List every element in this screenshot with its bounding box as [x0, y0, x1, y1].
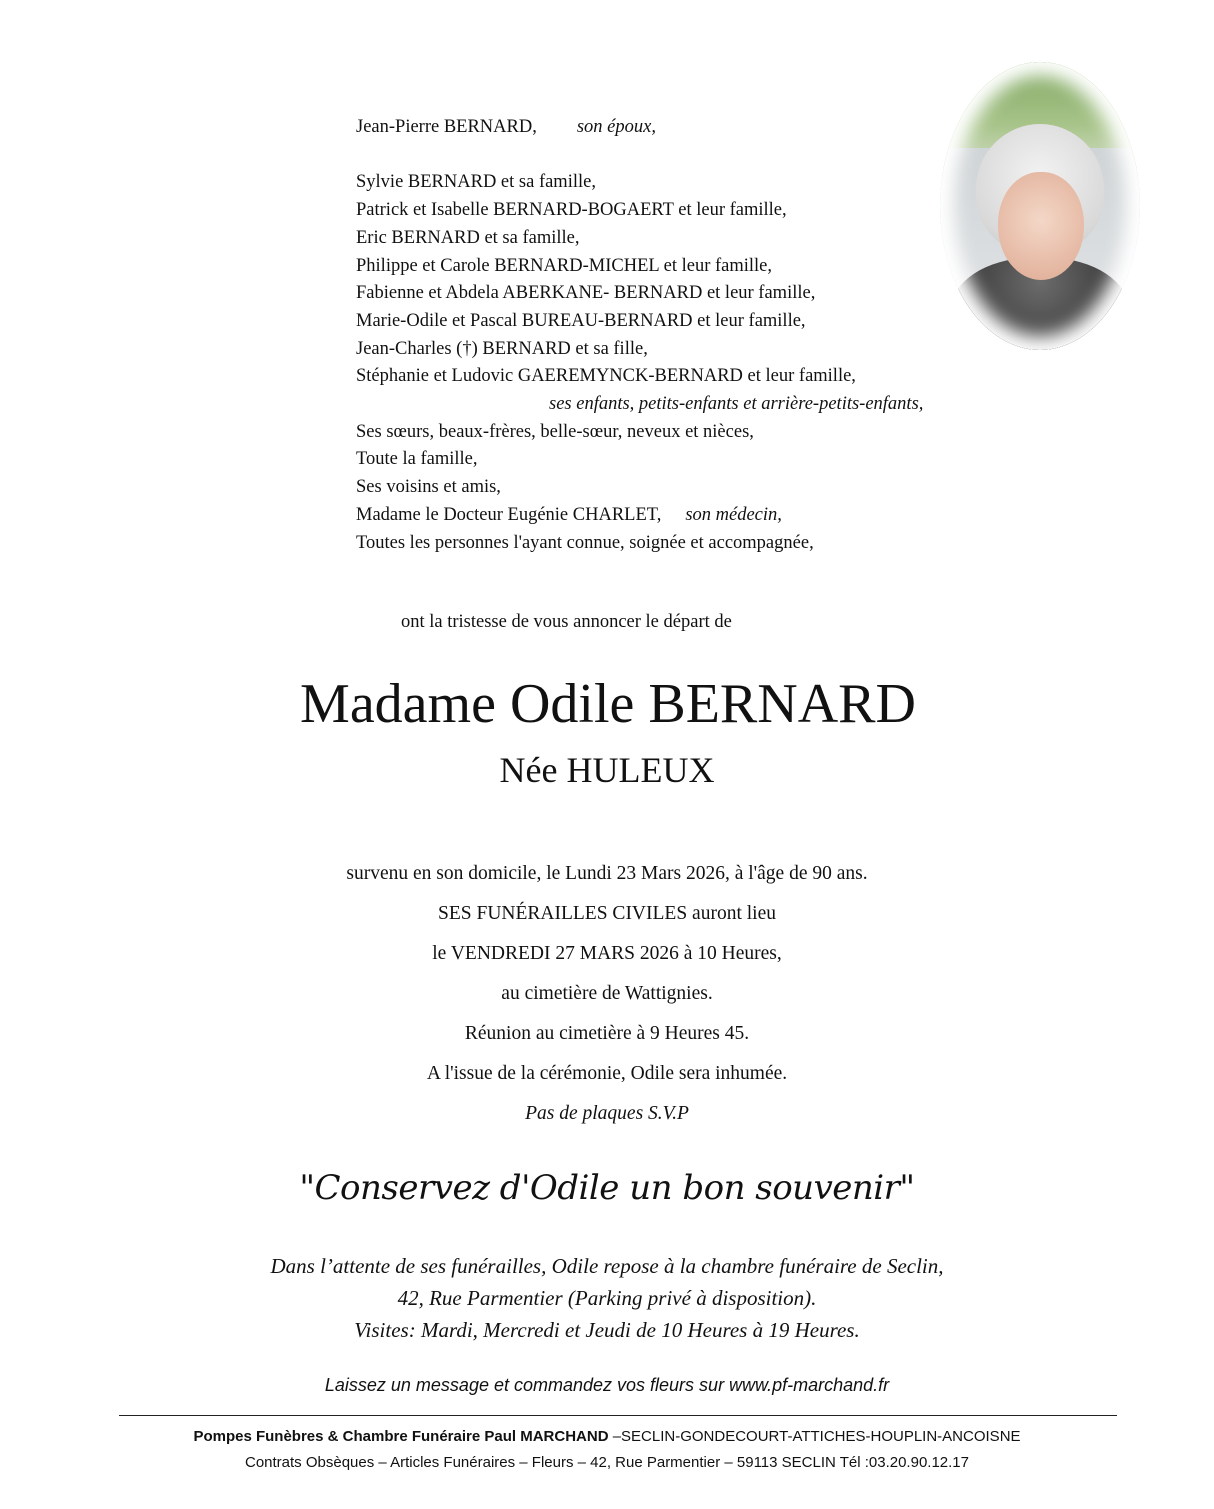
doctor-name: Madame le Docteur Eugénie CHARLET, [356, 504, 662, 525]
footer-divider [119, 1415, 1117, 1416]
maiden-name: Née HULEUX [499, 750, 715, 790]
child-line: Philippe et Carole BERNARD-MICHEL et leur famille, [356, 255, 772, 276]
footer [0, 1424, 1214, 1476]
relatives-line: Toute la famille, [356, 449, 478, 470]
child-line: Patrick et Isabelle BERNARD-BOGAERT et leur famille, [356, 200, 787, 221]
repose-line: Visites: Mardi, Mercredi et Jeudi de 10 Heures à 19 Heures. [354, 1318, 860, 1342]
date-line: le VENDREDI 27 MARS 2026 à 10 Heures, [432, 943, 782, 964]
footer-line-2: Contrats Obsèques – Articles Funéraires – Fleurs – 42, Rue Parmentier – 59113 SECLIN Tél :03.20.90.12.17 [244, 1454, 969, 1471]
relatives-line: Ses sœurs, beaux-frères, belle-sœur, neveux et nièces, [356, 421, 754, 442]
deceased-name: Madame Odile BERNARD [300, 673, 916, 735]
family-list [356, 114, 923, 557]
footer-line-1 [0, 1424, 1214, 1450]
closing-line: Toutes les personnes l'ayant connue, soignée et accompagnée, [356, 532, 814, 553]
child-line: Marie-Odile et Pascal BUREAU-BERNARD et leur famille, [356, 310, 806, 331]
company-name: Pompes Funèbres & Chambre Funéraire Paul MARCHAND [193, 1428, 609, 1445]
repose-line: 42, Rue Parmentier (Parking privé à disposition). [397, 1286, 817, 1310]
child-line: Sylvie BERNARD et sa famille, [356, 172, 596, 193]
relatives-line: Ses voisins et amis, [356, 477, 501, 498]
company-towns: –SECLIN-GONDECOURT-ATTICHES-HOUPLIN-ANCOISNE [608, 1428, 1021, 1445]
spouse-role: son époux, [576, 117, 656, 137]
doctor-line [356, 502, 923, 530]
memorial-quote: "Conservez d'Odile un bon souvenir" [299, 1168, 915, 1208]
repose-info [0, 1250, 1214, 1346]
funeral-details [0, 854, 1214, 1134]
doctor-role: son médecin, [685, 504, 782, 525]
death-line: survenu en son domicile, le Lundi 23 Mars 2026, à l'âge de 90 ans. [346, 863, 868, 884]
portrait-photo [940, 62, 1140, 350]
meeting-line: Réunion au cimetière à 9 Heures 45. [464, 1023, 750, 1044]
no-plaques-line: Pas de plaques S.V.P [525, 1103, 689, 1124]
place-line: au cimetière de Wattignies. [501, 983, 713, 1004]
funeral-line: SES FUNÉRAILLES CIVILES auront lieu [438, 903, 776, 924]
child-line: Eric BERNARD et sa famille, [356, 227, 580, 248]
repose-line: Dans l’attente de ses funérailles, Odile repose à la chambre funéraire de Seclin, [270, 1254, 944, 1278]
burial-line: A l'issue de la cérémonie, Odile sera inhumée. [426, 1063, 788, 1084]
child-line: Stéphanie et Ludovic GAEREMYNCK-BERNARD et leur famille, [356, 366, 856, 387]
message-link[interactable]: Laissez un message et commandez vos fleurs sur www.pf-marchand.fr [324, 1375, 890, 1395]
spouse-line [356, 114, 923, 142]
children-role: ses enfants, petits-enfants et arrière-petits-enfants, [549, 394, 924, 415]
child-line: Jean-Charles (†) BERNARD et sa fille, [356, 338, 648, 359]
spouse-name: Jean-Pierre BERNARD, [356, 117, 537, 137]
child-line: Fabienne et Abdela ABERKANE- BERNARD et leur famille, [356, 283, 816, 304]
